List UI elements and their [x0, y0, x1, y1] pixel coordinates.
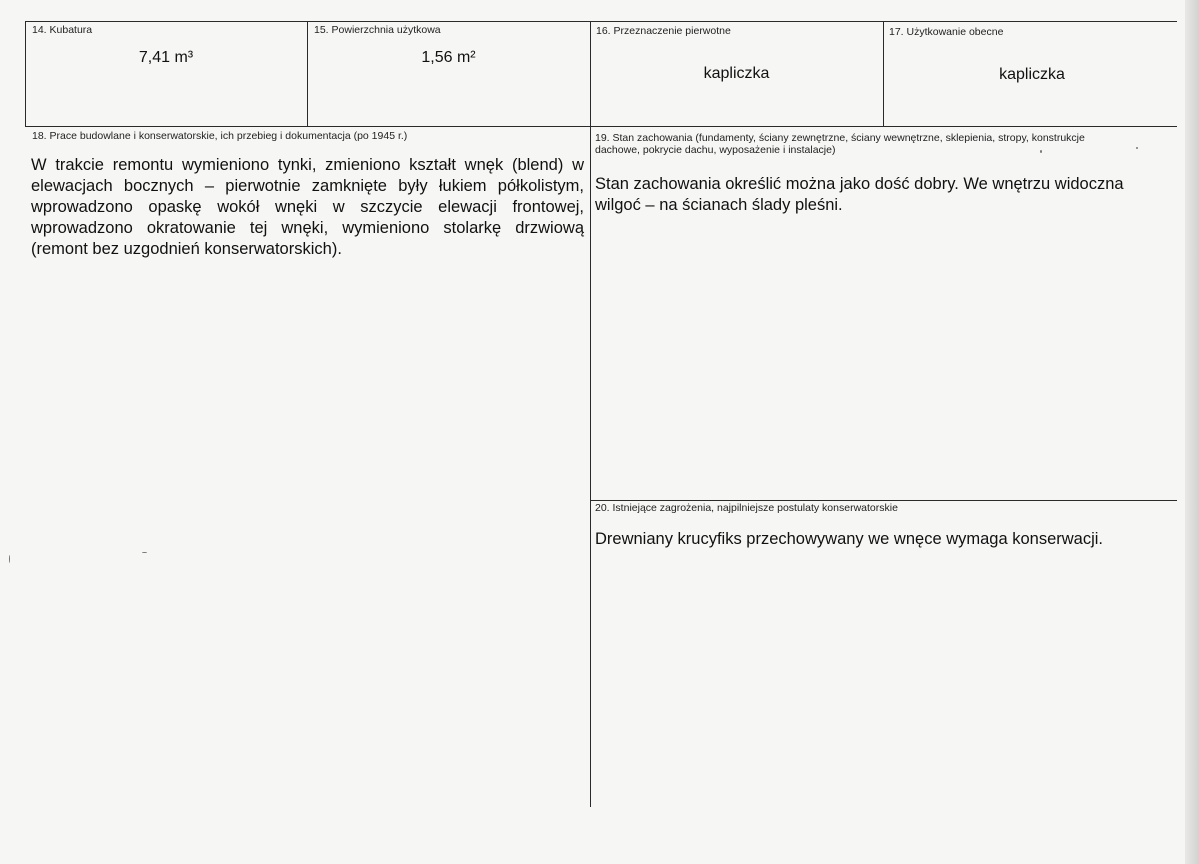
section-15-value: 1,56 m²: [421, 49, 476, 66]
scan-speck: [1136, 147, 1138, 149]
section-20-text: Drewniany krucyfiks przechowywany we wnęce wymaga konserwacji.: [595, 530, 1104, 548]
section-20-label: 20. Istniejące zagrożenia, najpilniejsze postulaty konserwatorskie: [595, 502, 898, 514]
center-divider: [590, 21, 591, 807]
section-17-value: kapliczka: [999, 66, 1065, 83]
section-18-text: W trakcie remontu wymieniono tynki, zmieniono kształt wnęk (blend) w elewacjach bocznych – pierwotnie zamknięte były łukiem półkolistym, wprowadzono opaskę wokół wnęki w szczycie elewacji frontowej, wprowadzono okratowanie tej wnęki, wymieniono stolarkę drzwiową (remont bez uzgodnień konserwatorskich).: [31, 156, 584, 258]
section-15-label: 15. Powierzchnia użytkowa: [314, 24, 441, 36]
section-20-top-rule: [590, 500, 1177, 501]
scan-speck: [9, 555, 10, 563]
section-18-label: 18. Prace budowlane i konserwatorskie, ich przebieg i dokumentacja (po 1945 r.): [32, 130, 408, 142]
section-14-value: 7,41 m³: [138, 49, 194, 66]
section-16-value: kapliczka: [703, 65, 770, 82]
row1-bottom-rule: [25, 126, 1177, 127]
left-rule: [25, 21, 26, 127]
top-rule: [25, 21, 1177, 22]
section-14-label: 14. Kubatura: [32, 24, 93, 36]
divider-14-15: [307, 21, 308, 127]
section-17-label: 17. Użytkowanie obecne: [889, 26, 1004, 38]
section-19-text: Stan zachowania określić można jako dość dobry. We wnętrzu widoczna wilgoć – na ścianach ślady pleśni.: [595, 175, 1124, 214]
scan-speck: [1040, 150, 1042, 153]
section-16-label: 16. Przeznaczenie pierwotne: [596, 25, 731, 37]
scan-speck: [142, 552, 147, 553]
section-19-label: 19. Stan zachowania (fundamenty, ściany zewnętrzne, ściany wewnętrzne, sklepienia, stropy, konstrukcje dachowe, pokrycie dachu, wyposażenie i instalacje): [595, 132, 1085, 156]
scan-edge-shadow: [1185, 0, 1199, 864]
